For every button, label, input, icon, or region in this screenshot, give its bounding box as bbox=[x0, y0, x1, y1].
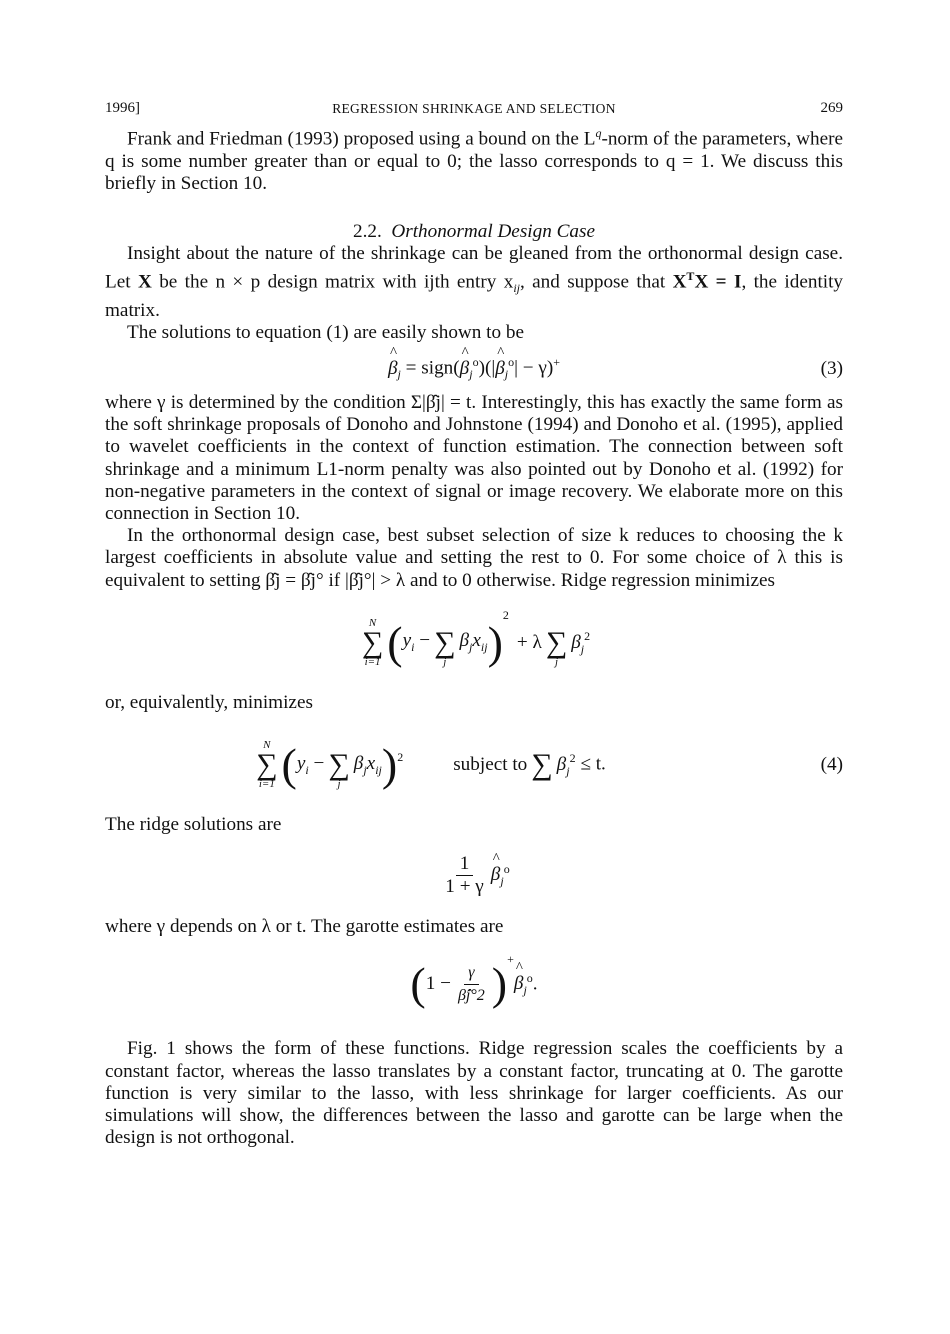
equation-3: ^ $\beta_j$ = sign(^ $\beta_j^o)(|\^{}$ $\beta_j^o| - \gamma)^+$ (3) bbox=[105, 346, 843, 392]
paragraph-equivalently: or, equivalently, minimizes bbox=[105, 691, 313, 713]
paragraph-solutions: The solutions to equation (1) are easily shown to be bbox=[127, 321, 524, 343]
equation-number-3: (3) bbox=[820, 358, 843, 380]
section-title: Orthonormal Design Case bbox=[391, 221, 595, 242]
paragraph-ridge-solutions: The ridge solutions are bbox=[105, 814, 282, 836]
section-heading bbox=[105, 221, 843, 243]
paragraph-insight: Insight about the nature of the shrinkage can be gleaned from the orthonormal design case. Let X be the n × p design matrix with ijth entry $x_{ij}$, and suppose that $X^TX = I$, the identity matrix. bbox=[105, 243, 844, 321]
equation-ridge-solution: $\frac{1}{1 + \gamma}$ ^ $\beta_j^o$ bbox=[105, 836, 843, 914]
page bbox=[105, 96, 843, 1149]
equation-ridge-penalty: N ∑ i=1 ( $y_i$ − ∑ j $\beta_jx_{ij}$ ) $^2$ + λ ∑ j $\beta_j^2$ bbox=[361, 607, 591, 668]
paragraph-best-subset: In the orthonormal design case, best subset selection of size k reduces to choosing the k largest coefficients in absolute value and setting the rest to 0. For some choice of λ this is equivalent to setting β̂j = β̂j° if |β̂j°| > λ and to 0 otherwise. Ridge regression minimizes bbox=[105, 525, 843, 591]
header-year: 1996] bbox=[105, 100, 140, 116]
paragraph-fig1: Fig. 1 shows the form of these functions. Ridge regression scales the coefficients by a constant factor, whereas the lasso translates by a constant factor, truncating at 0. The garotte function is very similar to the lasso, with less shrinkage for larger coefficients. As our simulations will show, the differences between the lasso and garotte can be large when the design is not orthogonal. bbox=[105, 1038, 843, 1149]
equation-garotte: ( 1 − $\frac{\gamma}{\betâj^\circ 2}$ ) + ^ $\beta_j^o$. bbox=[105, 942, 843, 1026]
paragraph-garotte: where γ depends on λ or t. The garotte estimates are bbox=[105, 916, 504, 938]
running-title: REGRESSION SHRINKAGE AND SELECTION bbox=[332, 101, 616, 116]
page-header bbox=[105, 96, 843, 122]
page-number: 269 bbox=[820, 100, 843, 116]
equation-4: N ∑ i=1 ( $y_i$ − ∑ j $\beta_jx_{ij}$ ) $^2$ subject to ∑ $\beta_j^2 \le t$. (4) bbox=[256, 739, 843, 791]
paragraph-gamma: where γ is determined by the condition Σ|β̂j| = t. Interestingly, this has exactly the same form as the soft shrinkage proposals of Donoho and Johnstone (1994) and Donoho et al. (1995), applied to wavelet coefficients in the context of function estimation. The connection between soft shrinkage and a minimum L1-norm penalty was also pointed out by Donoho et al. (1992) for non-negative parameters in the context of signal or image recovery. We elaborate more on this connection in Section 10. bbox=[105, 392, 843, 525]
paragraph-frank-friedman: Frank and Friedman (1993) proposed using a bound on the $L^q$-norm of the parameters, where q is some number greater than or equal to 0; the lasso corresponds to q = 1. We discuss this briefly in Section 10. bbox=[105, 126, 843, 194]
section-number: 2.2. bbox=[353, 221, 382, 242]
equation-number-4: (4) bbox=[820, 754, 843, 776]
